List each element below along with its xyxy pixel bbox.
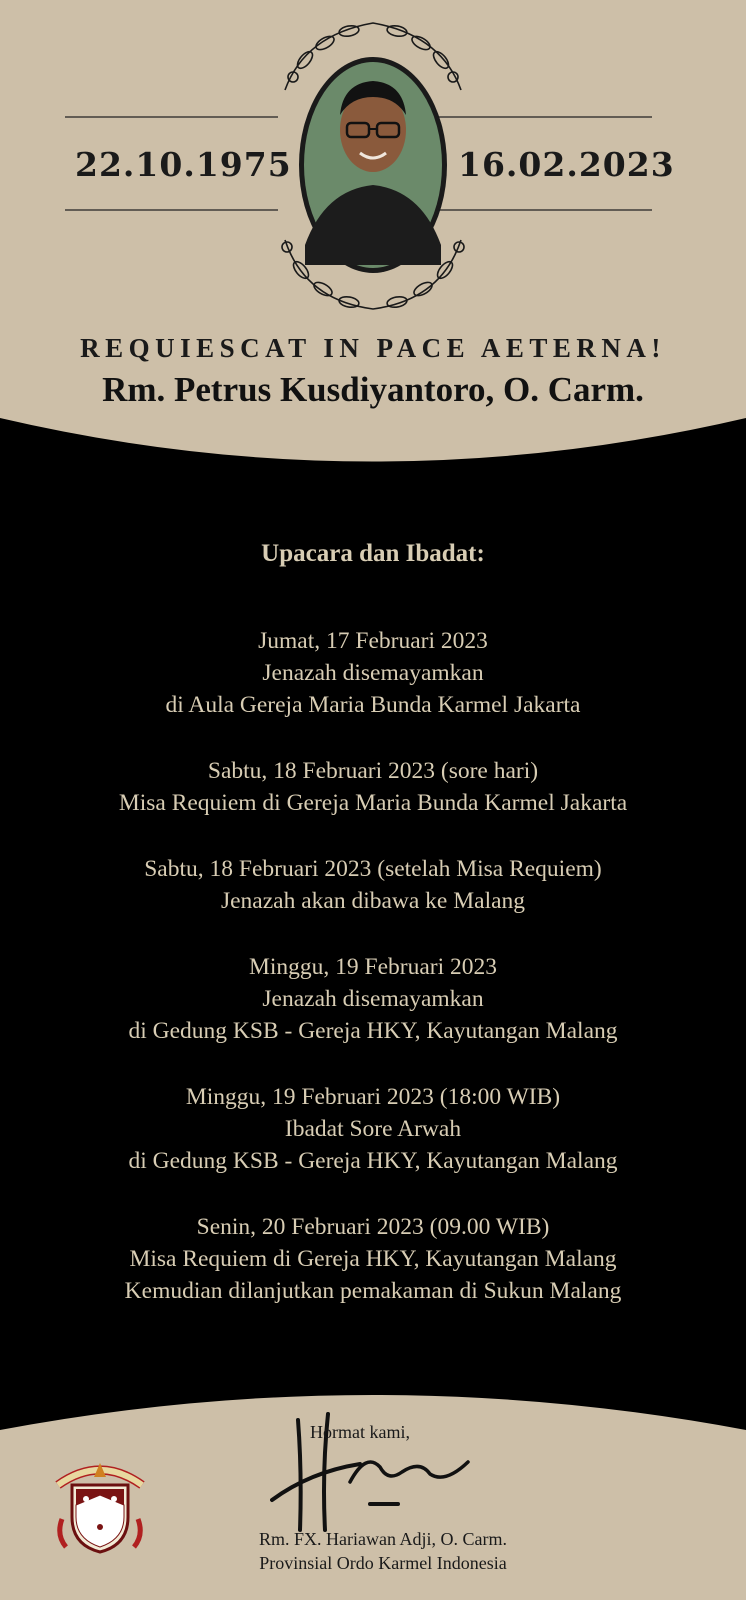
event-location: Kemudian dilanjutkan pemakaman di Sukun Malang [124, 1278, 622, 1304]
event-date: Sabtu, 18 Februari 2023 (sore hari) [207, 758, 539, 784]
event-date: Jumat, 17 Februari 2023 [258, 628, 488, 654]
closing-greeting: Hormat kami, [310, 1422, 410, 1442]
event-description: Misa Requiem di Gereja HKY, Kayutangan Malang [129, 1246, 617, 1272]
event-item [0, 1211, 746, 1307]
event-description: Jenazah disemayamkan [262, 660, 484, 686]
event-location: di Gedung KSB - Gereja HKY, Kayutangan Malang [128, 1148, 618, 1174]
motto: REQUIESCAT IN PACE AETERNA! [80, 333, 666, 363]
event-item [0, 755, 746, 819]
event-item [0, 625, 746, 721]
event-item [0, 951, 746, 1047]
birth-date: 22.10.1975 [75, 145, 292, 184]
portrait-frame [265, 15, 481, 315]
event-description: Jenazah disemayamkan [262, 986, 484, 1012]
event-location: di Aula Gereja Maria Bunda Karmel Jakarta [165, 692, 581, 718]
events-title: Upacara dan Ibadat: [261, 540, 485, 567]
event-location: di Gedung KSB - Gereja HKY, Kayutangan Malang [128, 1018, 618, 1044]
event-date: Senin, 20 Februari 2023 (09.00 WIB) [196, 1214, 550, 1240]
event-description: Misa Requiem di Gereja Maria Bunda Karmel Jakarta [118, 790, 628, 816]
deceased-name: Rm. Petrus Kusdiyantoro, O. Carm. [102, 370, 644, 409]
event-date: Sabtu, 18 Februari 2023 (setelah Misa Requiem) [144, 856, 602, 882]
event-description: Jenazah akan dibawa ke Malang [220, 888, 526, 914]
event-item [0, 1081, 746, 1177]
event-date: Minggu, 19 Februari 2023 [248, 954, 498, 980]
events-list [0, 625, 746, 1341]
death-date: 16.02.2023 [458, 145, 675, 184]
signer-block [0, 1527, 746, 1575]
signer-title: Provinsial Ordo Karmel Indonesia [259, 1553, 507, 1573]
event-description: Ibadat Sore Arwah [284, 1116, 462, 1142]
event-date: Minggu, 19 Februari 2023 (18:00 WIB) [185, 1084, 561, 1110]
event-item [0, 853, 746, 917]
signer-name: Rm. FX. Hariawan Adji, O. Carm. [259, 1529, 507, 1549]
